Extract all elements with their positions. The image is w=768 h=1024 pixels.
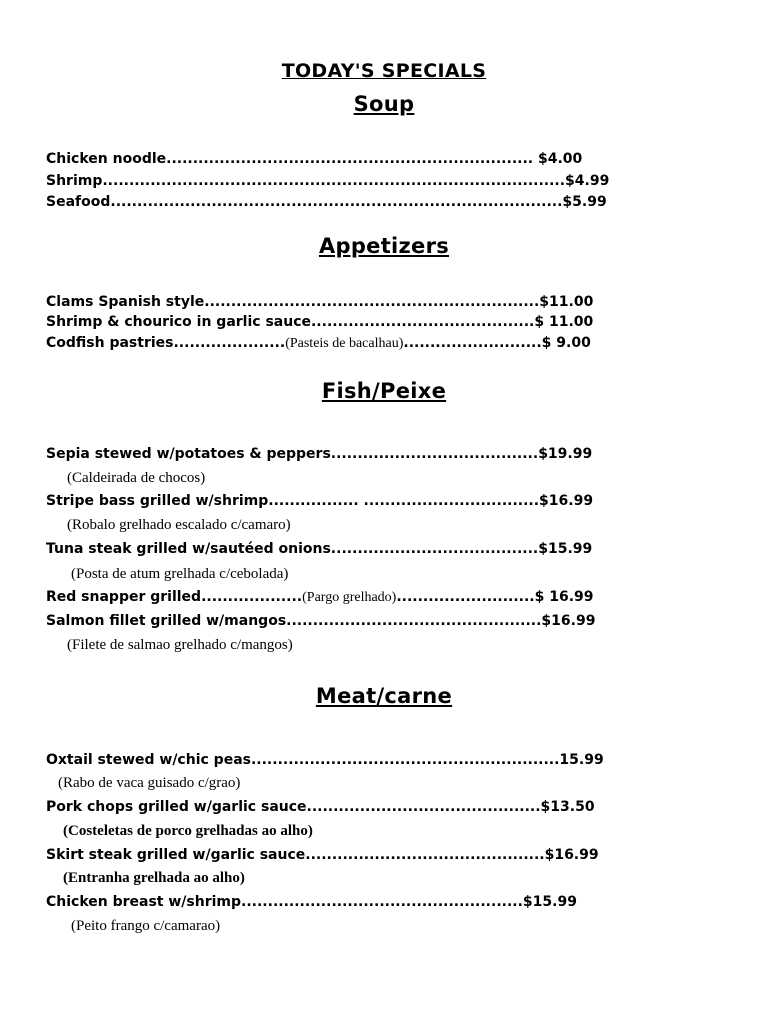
- menu-item-skirt-steak: Skirt steak grilled w/garlic sauce.............................................$16.99: [46, 847, 599, 863]
- item-price: ..........................$ 9.00: [403, 335, 591, 351]
- menu-item-salmon: Salmon fillet grilled w/mangos................................................$16.99: [46, 613, 596, 629]
- menu-item-note: (Robalo grelhado escalado c/camaro): [67, 517, 291, 533]
- menu-item-chicken-noodle: Chicken noodle..................................................................... $4.00: [46, 151, 583, 167]
- menu-item-note: (Filete de salmao grelhado c/mangos): [67, 637, 293, 653]
- menu-item-note: (Rabo de vaca guisado c/grao): [58, 775, 241, 791]
- menu-item-note: (Entranha grelhada ao alho): [63, 870, 245, 886]
- section-heading-soup: Soup: [353, 92, 415, 116]
- item-text: Red snapper grilled...................: [46, 589, 303, 605]
- item-translation-inline: (Pargo grelhado): [302, 590, 397, 605]
- section-heading-fish: Fish/Peixe: [321, 379, 447, 403]
- menu-item-note: (Peito frango c/camarao): [71, 918, 221, 934]
- menu-item-codfish-pastries: [46, 334, 591, 353]
- item-price: ..........................$ 16.99: [396, 589, 594, 605]
- menu-item-sepia: Sepia stewed w/potatoes & peppers.......................................$19.99: [46, 446, 593, 462]
- menu-item-stripe-bass: Stripe bass grilled w/shrimp................. .................................$16.99: [46, 493, 594, 509]
- menu-item-note: (Costeletas de porco grelhadas ao alho): [63, 823, 313, 839]
- section-heading-appetizers: Appetizers: [318, 234, 450, 258]
- item-text: Codfish pastries.....................: [46, 335, 286, 351]
- menu-item-seafood: Seafood.....................................................................................$5.99: [46, 194, 607, 210]
- menu-item-pork-chops: Pork chops grilled w/garlic sauce............................................$13.50: [46, 799, 595, 815]
- menu-item-note: (Caldeirada de chocos): [67, 470, 206, 486]
- menu-item-shrimp: Shrimp.......................................................................................$4.99: [46, 173, 610, 189]
- menu-item-red-snapper: [46, 588, 594, 607]
- menu-item-oxtail: Oxtail stewed w/chic peas..........................................................15.99: [46, 752, 604, 768]
- section-heading-meat: Meat/carne: [315, 684, 453, 708]
- menu-item-tuna-steak: Tuna steak grilled w/sautéed onions.......................................$15.99: [46, 541, 593, 557]
- menu-item-clams: Clams Spanish style...............................................................$11.00: [46, 294, 594, 310]
- menu-item-chicken-breast: Chicken breast w/shrimp.....................................................$15.99: [46, 894, 577, 910]
- item-translation-inline: (Pasteis de bacalhau): [285, 336, 404, 351]
- menu-item-note: (Posta de atum grelhada c/cebolada): [71, 566, 289, 582]
- menu-item-shrimp-chourico: Shrimp & chourico in garlic sauce..........................................$ 11.00: [46, 314, 594, 330]
- page-title: TODAY'S SPECIALS: [281, 60, 487, 82]
